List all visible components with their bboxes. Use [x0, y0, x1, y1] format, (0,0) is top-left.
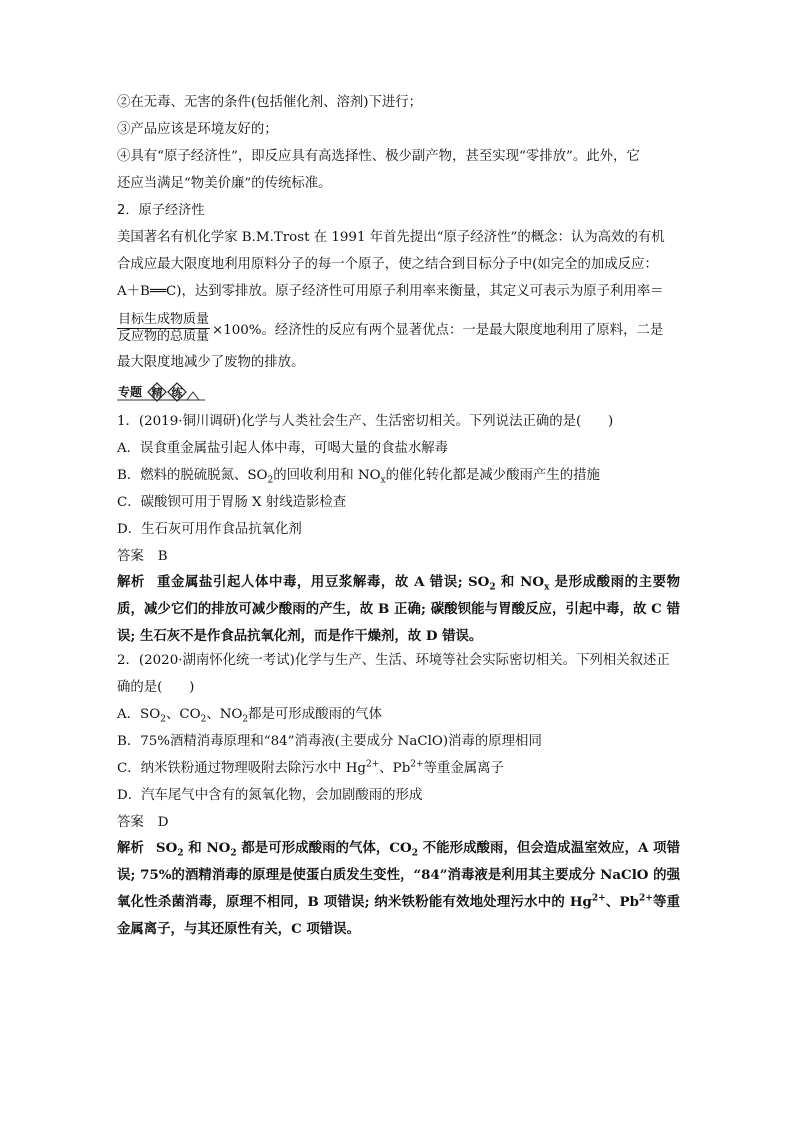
paragraph-line: A＋B══C)，达到零排放。原子经济性可用原子利用率来衡量，其定义可表示为原子利用率＝: [117, 284, 664, 299]
intro-item: ②在无毒、无害的条件(包括催化剂、溶剂)下进行；: [117, 95, 423, 110]
explanation: 解析 重金属盐引起人体中毒，用豆浆解毒，故 A 错误; $SO_2$ 和 $NO_x$ 是形成酸雨的主要物质，减少它们的排放可减少酸雨的产生，故 B 正确; 碳酸钡能与胃酸反应，引起中毒，故 C 错误; 生石灰不是作食品抗氧化剂，而是作干燥剂，故 D 错误。: [117, 574, 681, 644]
question-stem: 确的是( ): [117, 680, 195, 695]
option-b: B．燃料的脱硫脱氮、$SO_2$的回收利用和 $NO_x$的催化转化都是减少酸雨产生的措施: [117, 468, 600, 486]
formula-tail: ×100%。经济性的反应有两个显著优点：一是最大限度地利用了原料，二是: [212, 322, 664, 338]
answer-label: 答案: [117, 549, 144, 564]
badge-right-text: 练: [171, 386, 183, 400]
intro-item: 还应当满足“物美价廉”的传统标准。: [117, 176, 332, 191]
section-heading: 2．原子经济性: [117, 203, 205, 218]
answer-value: D: [157, 815, 169, 830]
option-b: B．75%酒精消毒原理和“84”消毒液(主要成分 NaClO)消毒的原理相同: [117, 734, 542, 749]
option-a: A．误食重金属盐引起人体中毒，可喝大量的食盐水解毒: [117, 441, 449, 456]
paragraph-line: 合成应最大限度地利用原料分子的每一个原子，使之结合到目标分子中(如完全的加成反应：: [117, 257, 658, 272]
answer-line: [117, 548, 680, 565]
paragraph-line: 美国著名有机化学家 B.M.Trost 在 1991 年首先提出“原子经济性”的概念：认为高效的有机: [117, 230, 665, 245]
explanation-label: 解析: [117, 574, 145, 590]
question-stem: 2．(2020·湖南怀化统一考试)化学与生产、生活、环境等社会实际密切相关。下列相关叙述正: [117, 653, 670, 668]
question-stem: 1．(2019·铜川调研)化学与人类社会生产、生活密切相关。下列说法正确的是( ): [117, 414, 614, 429]
answer-value: B: [157, 549, 168, 564]
badge-left-text: 专题: [118, 385, 143, 399]
intro-item: ④具有“原子经济性”，即反应具有高选择性、极少副产物，甚至实现“零排放”。此外，它: [117, 149, 640, 164]
option-c: C．碳酸钡可用于胃肠 X 射线造影检查: [117, 495, 347, 510]
formula-line: [117, 310, 680, 346]
badge-mid-text: 精: [151, 386, 163, 400]
section-badge: [117, 381, 680, 403]
option-a: A．$SO_2$、$CO_2$、$NO_2$都是可形成酸雨的气体: [117, 707, 383, 725]
answer-label: 答案: [117, 815, 144, 830]
intro-item: ③产品应该是环境友好的；: [117, 122, 278, 137]
option-d: D．汽车尾气中含有的氮氧化物，会加剧酸雨的形成: [117, 788, 423, 803]
paragraph-line: 最大限度地减少了废物的排放。: [117, 355, 305, 370]
option-c: C．纳米铁粉通过物理吸附去除污水中 $Hg^{2+}$、$Pb^{2+}$等重金属离子: [117, 759, 504, 776]
fraction: [117, 312, 210, 345]
document-body: [117, 94, 680, 943]
explanation-label: 解析: [117, 840, 144, 856]
badge-graphic: [117, 381, 207, 403]
option-d: D．生石灰可用作食品抗氧化剂: [117, 522, 302, 537]
explanation: 解析 $SO_2$ 和 $NO_2$ 都是可形成酸雨的气体，$CO_2$ 不能形成酸雨，但会造成温室效应，A 项错误; 75%的酒精消毒的原理是使蛋白质发生变性，“84”消毒液是利用其主要成分 NaClO 的强氧化性杀菌消毒，原理不相同，B 项错误; 纳米铁粉能有效地处理污水中的 $Hg^{2+}$、$Pb^{2+}$等重金属离子，与其还原性有关，C 项错误。: [117, 840, 681, 937]
fraction-denominator: 反应物的总质量: [118, 328, 210, 344]
answer-line: [117, 814, 680, 831]
fraction-numerator: 目标生成物质量: [118, 311, 210, 327]
